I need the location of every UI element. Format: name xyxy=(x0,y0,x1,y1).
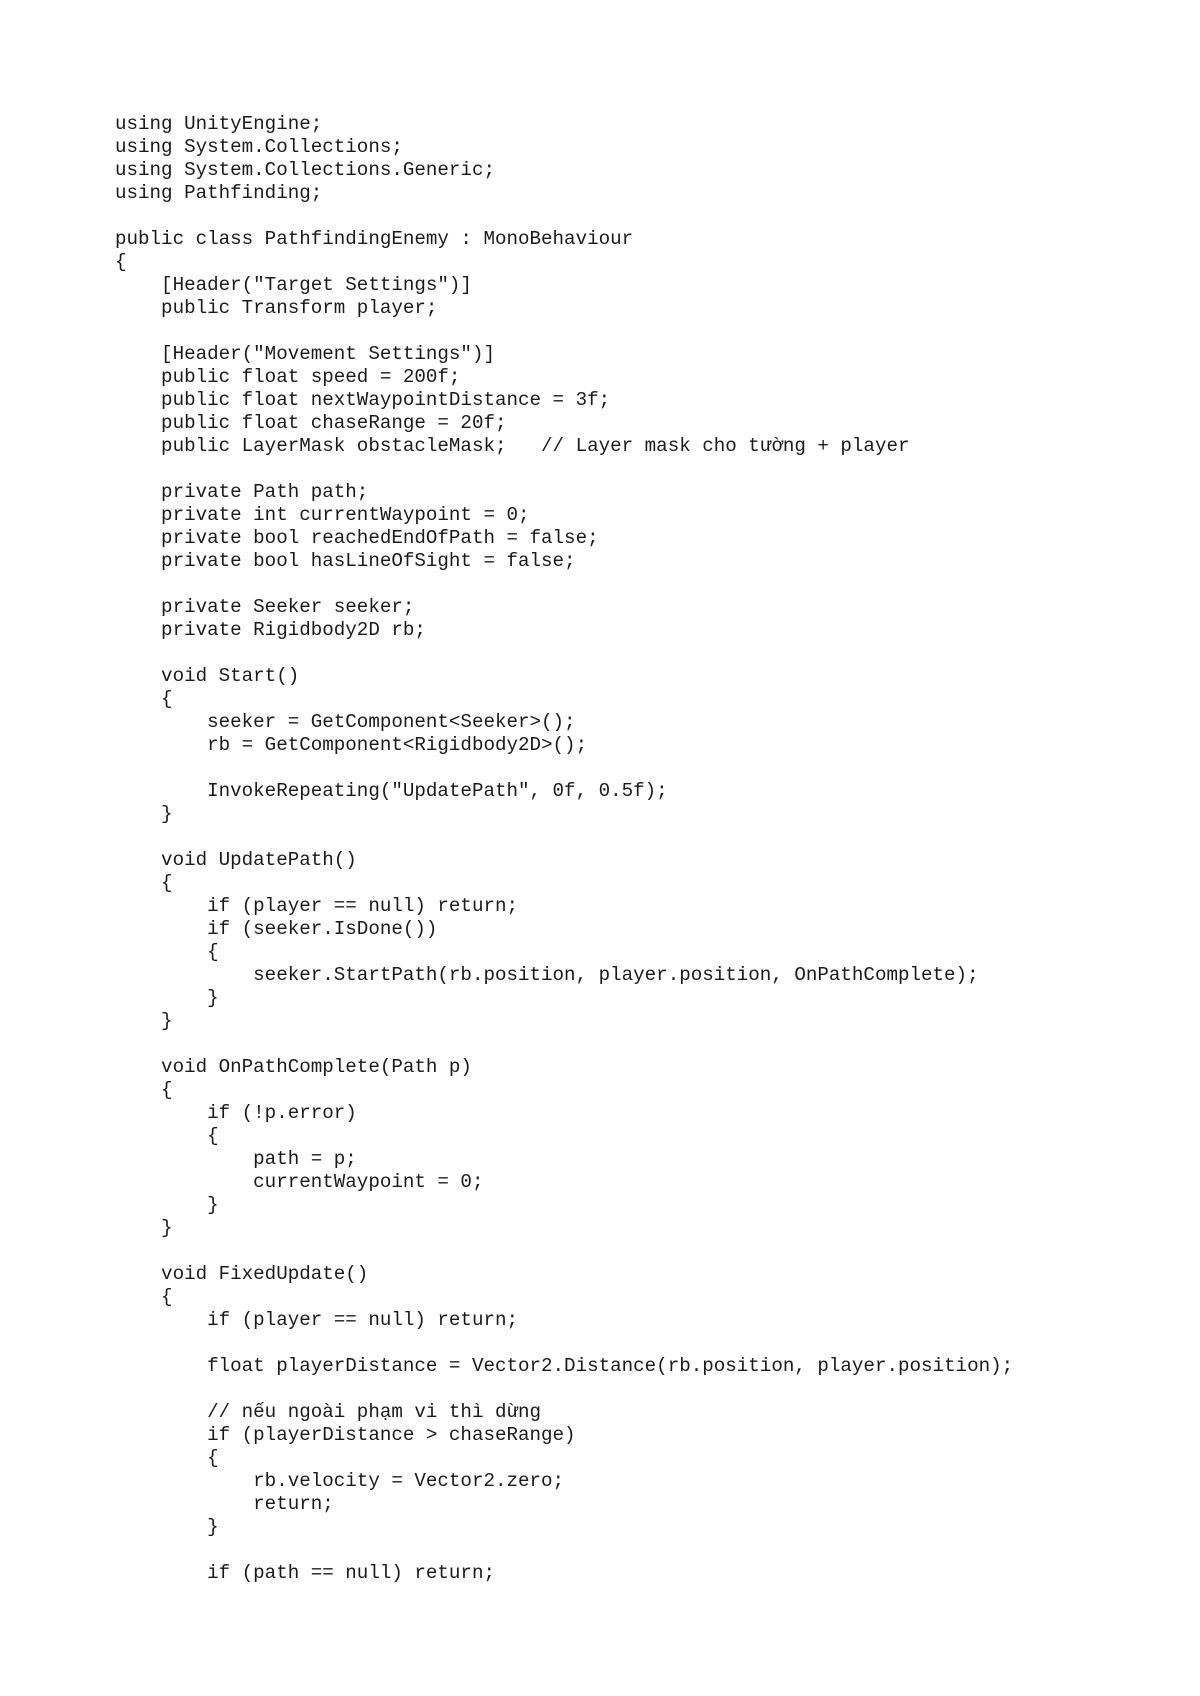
code-line: { xyxy=(115,1125,219,1147)
code-line xyxy=(115,826,1013,849)
code-line: [Header("Movement Settings")] xyxy=(115,343,495,365)
code-line: { xyxy=(115,1447,219,1469)
code-line: float playerDistance = Vector2.Distance(rb.position, player.position); xyxy=(115,1355,1014,1377)
code-line: // nếu ngoài phạm vi thì dừng xyxy=(115,1401,542,1423)
code-line: { xyxy=(115,941,219,963)
code-line: using UnityEngine; xyxy=(115,113,323,135)
code-line: public float nextWaypointDistance = 3f; xyxy=(115,389,611,411)
code-line: public Transform player; xyxy=(115,297,438,319)
code-line: public LayerMask obstacleMask; // Layer mask cho tường + player xyxy=(115,435,910,457)
code-line: return; xyxy=(115,1493,334,1515)
code-line: private bool hasLineOfSight = false; xyxy=(115,550,576,572)
code-line xyxy=(115,1033,1013,1056)
code-line: InvokeRepeating("UpdatePath", 0f, 0.5f); xyxy=(115,780,668,802)
code-line xyxy=(115,458,1013,481)
code-line xyxy=(115,320,1013,343)
code-line: } xyxy=(115,987,219,1009)
code-line: if (path == null) return; xyxy=(115,1562,495,1584)
code-listing xyxy=(115,113,1013,1585)
code-line: private bool reachedEndOfPath = false; xyxy=(115,527,599,549)
code-line xyxy=(115,1378,1013,1401)
code-line: using System.Collections.Generic; xyxy=(115,159,495,181)
code-line: } xyxy=(115,1516,219,1538)
code-line: private Path path; xyxy=(115,481,369,503)
code-line: void UpdatePath() xyxy=(115,849,357,871)
code-line: if (seeker.IsDone()) xyxy=(115,918,438,940)
code-line: { xyxy=(115,688,173,710)
code-line xyxy=(115,642,1013,665)
code-line: } xyxy=(115,1217,173,1239)
code-line xyxy=(115,205,1013,228)
code-line xyxy=(115,573,1013,596)
code-line: { xyxy=(115,251,127,273)
code-line: } xyxy=(115,803,173,825)
code-line: { xyxy=(115,1286,173,1308)
code-line xyxy=(115,757,1013,780)
code-line: using Pathfinding; xyxy=(115,182,323,204)
code-line: if (playerDistance > chaseRange) xyxy=(115,1424,576,1446)
code-line: private int currentWaypoint = 0; xyxy=(115,504,530,526)
code-line xyxy=(115,1240,1013,1263)
code-line: seeker.StartPath(rb.position, player.position, OnPathComplete); xyxy=(115,964,979,986)
code-line: } xyxy=(115,1194,219,1216)
code-line: if (player == null) return; xyxy=(115,895,519,917)
code-line: [Header("Target Settings")] xyxy=(115,274,472,296)
code-line: { xyxy=(115,872,173,894)
code-line: rb.velocity = Vector2.zero; xyxy=(115,1470,565,1492)
code-line: void OnPathComplete(Path p) xyxy=(115,1056,472,1078)
code-line xyxy=(115,1332,1013,1355)
code-line: private Rigidbody2D rb; xyxy=(115,619,426,641)
code-line: if (player == null) return; xyxy=(115,1309,519,1331)
code-line: if (!p.error) xyxy=(115,1102,357,1124)
code-line: seeker = GetComponent<Seeker>(); xyxy=(115,711,576,733)
code-line: public float speed = 200f; xyxy=(115,366,461,388)
code-line: void Start() xyxy=(115,665,300,687)
code-line: } xyxy=(115,1010,173,1032)
code-line: currentWaypoint = 0; xyxy=(115,1171,484,1193)
code-line: using System.Collections; xyxy=(115,136,403,158)
code-line: void FixedUpdate() xyxy=(115,1263,369,1285)
code-line: { xyxy=(115,1079,173,1101)
code-line: path = p; xyxy=(115,1148,357,1170)
code-line: rb = GetComponent<Rigidbody2D>(); xyxy=(115,734,588,756)
code-line xyxy=(115,1539,1013,1562)
code-line: private Seeker seeker; xyxy=(115,596,415,618)
code-line: public float chaseRange = 20f; xyxy=(115,412,507,434)
code-line: public class PathfindingEnemy : MonoBehaviour xyxy=(115,228,634,250)
